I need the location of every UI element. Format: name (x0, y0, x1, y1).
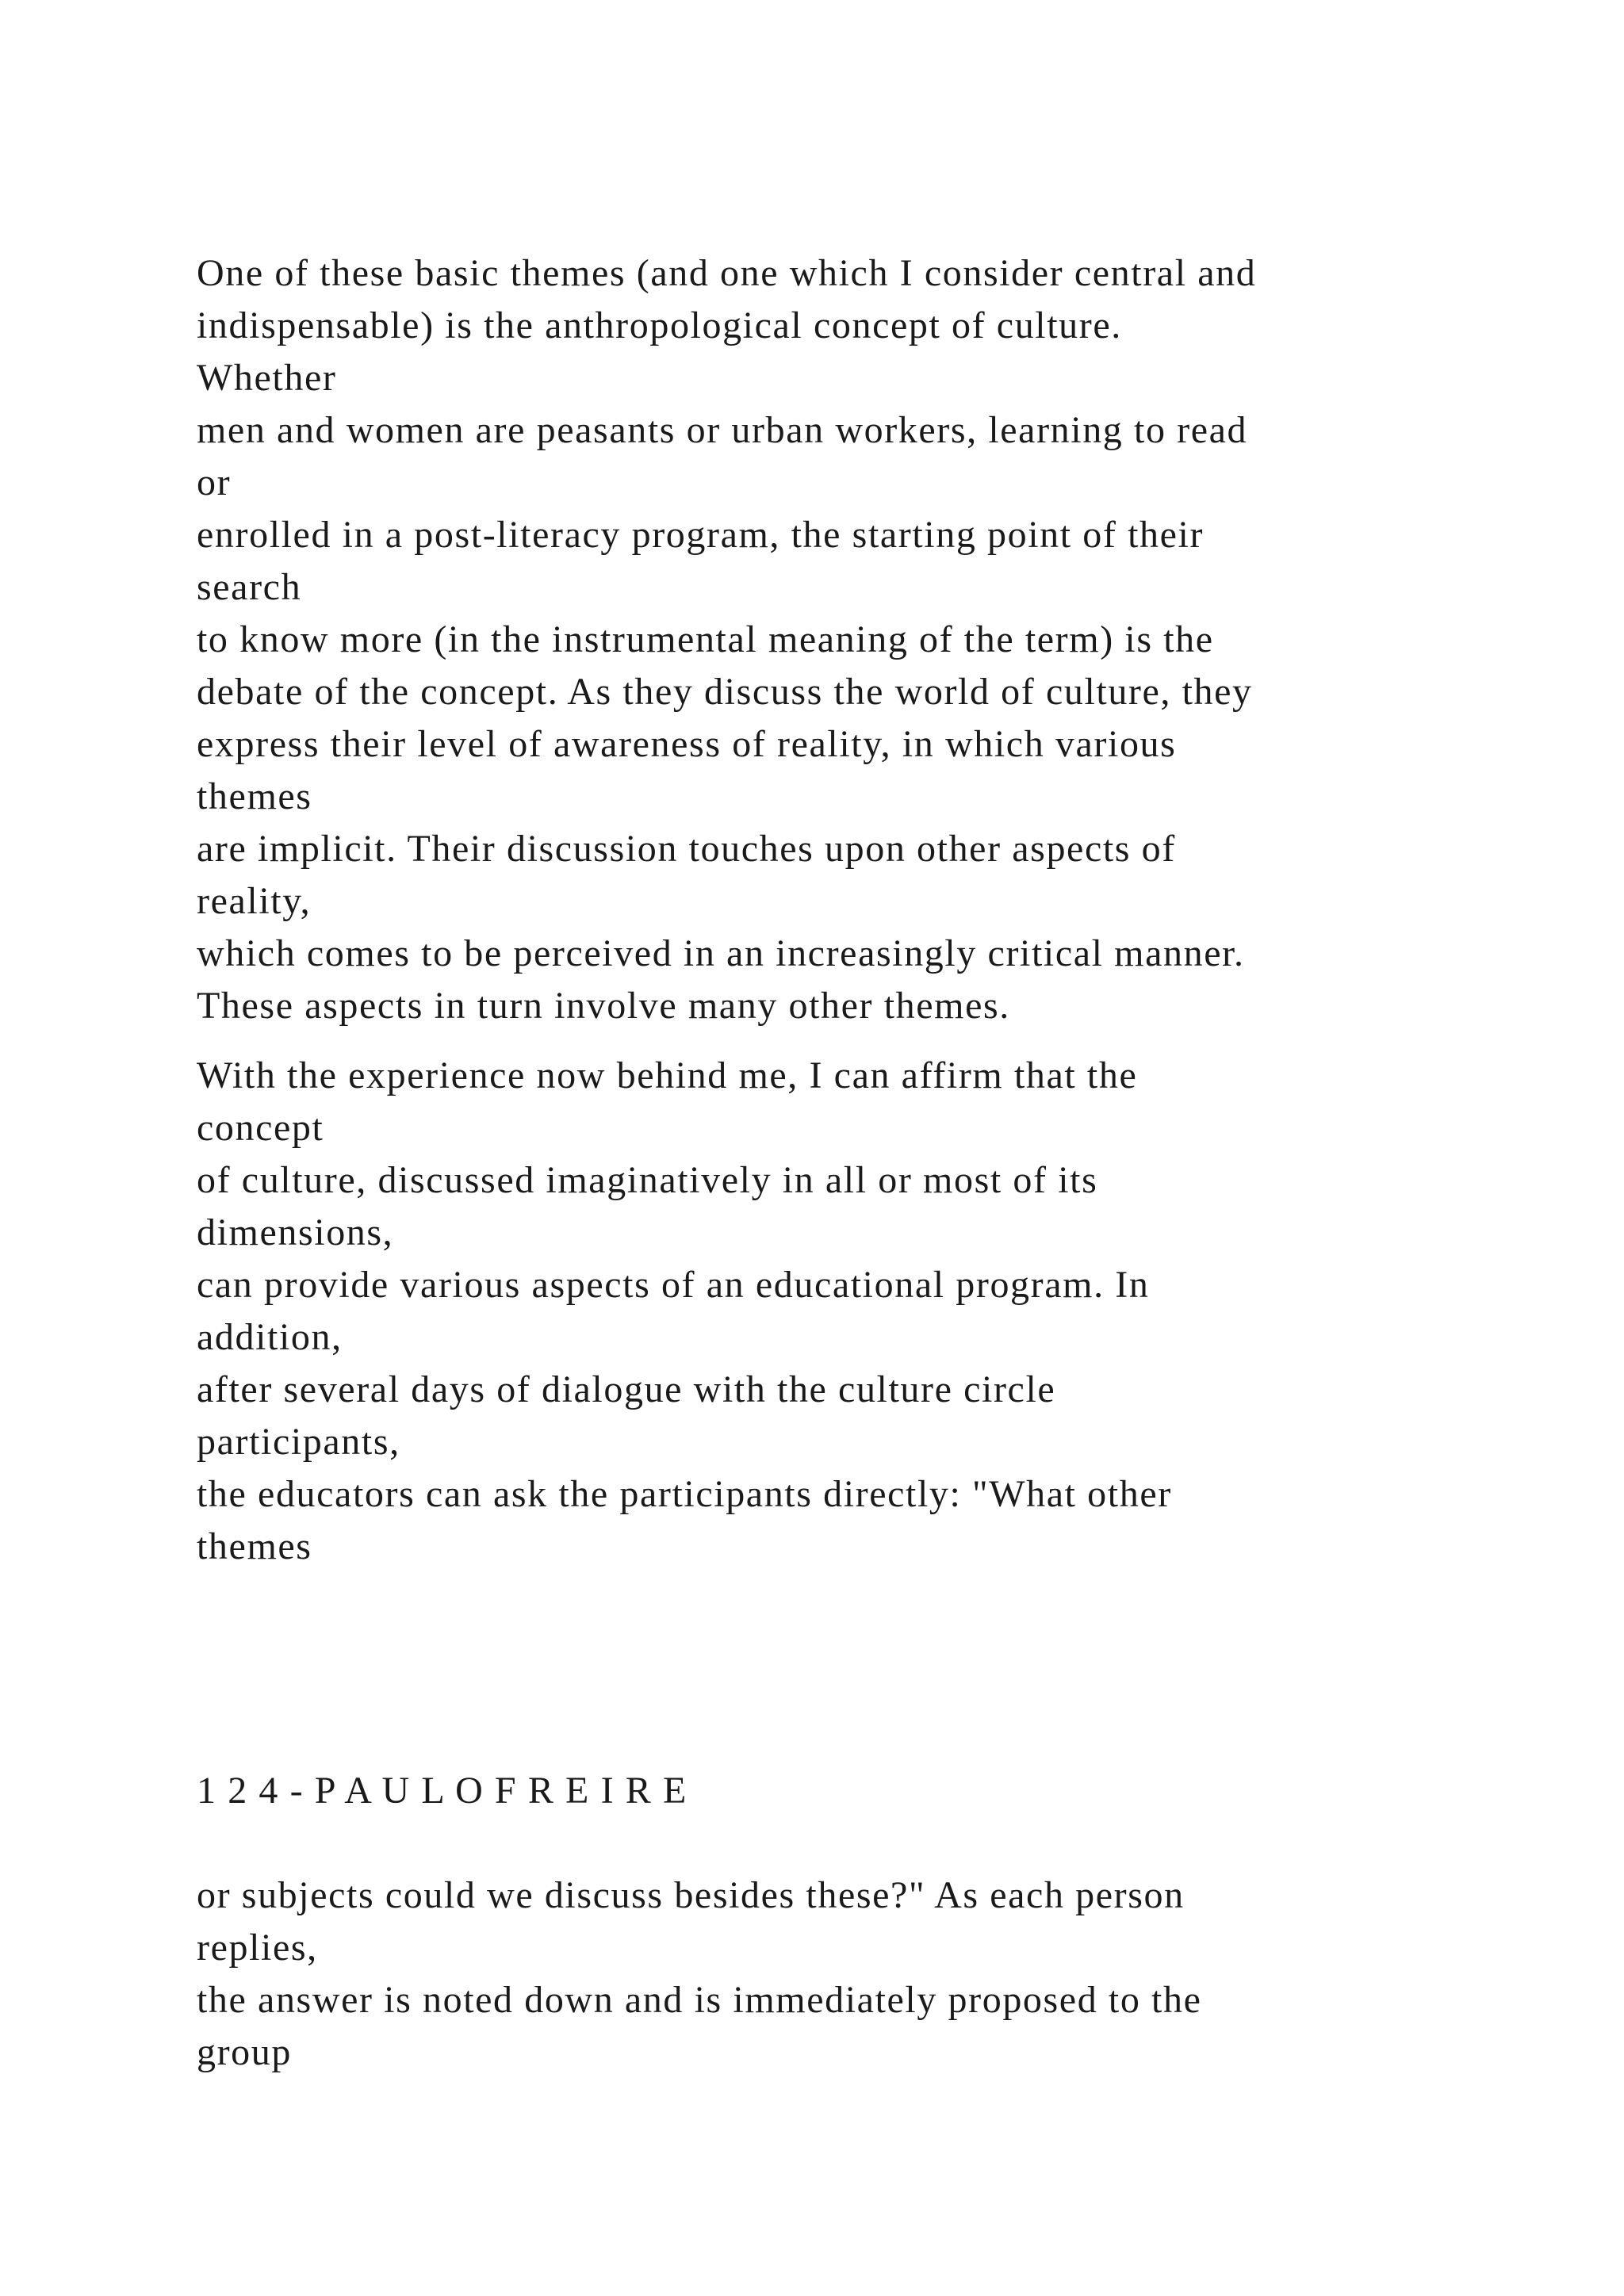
text-line: dimensions, (197, 1211, 394, 1253)
text-line: participants, (197, 1421, 400, 1463)
text-line: or subjects could we discuss besides these?" As each person (197, 1874, 1185, 1916)
text-line: search (197, 566, 302, 608)
text-line: reality, (197, 880, 312, 922)
running-header (197, 1765, 1545, 1817)
text-line: themes (197, 1525, 312, 1567)
paragraph-culture-theme (197, 247, 1545, 1032)
text-line: debate of the concept. As they discuss the world of culture, they (197, 671, 1253, 713)
text-line: These aspects in turn involve many other themes. (197, 985, 1010, 1027)
text-line: can provide various aspects of an educational program. In (197, 1264, 1150, 1306)
text-line: With the experience now behind me, I can affirm that the (197, 1054, 1138, 1096)
text-line: One of these basic themes (and one which I consider central and (197, 252, 1257, 294)
page-header-text: 1 2 4 - P A U L O F R E I R E (197, 1770, 688, 1812)
text-line: to know more (in the instrumental meaning of the term) is the (197, 618, 1214, 660)
paragraph-continuation (197, 1869, 1545, 2079)
text-line: themes (197, 775, 312, 817)
text-line: the educators can ask the participants directly: "What other (197, 1473, 1172, 1515)
text-line: which comes to be perceived in an increasingly critical manner. (197, 932, 1245, 974)
text-line: the answer is noted down and is immediately proposed to the (197, 1979, 1202, 2021)
text-line: men and women are peasants or urban workers, learning to read (197, 409, 1248, 451)
text-line: group (197, 2031, 292, 2073)
text-line: replies, (197, 1927, 318, 1969)
text-line: express their level of awareness of reality, in which various (197, 723, 1177, 765)
text-line: addition, (197, 1316, 343, 1358)
paragraph-experience (197, 1050, 1545, 1573)
text-line: Whether (197, 357, 337, 399)
text-line: enrolled in a post-literacy program, the starting point of their (197, 514, 1205, 556)
text-line: or (197, 461, 232, 503)
text-line: concept (197, 1107, 324, 1149)
text-line: after several days of dialogue with the culture circle (197, 1368, 1056, 1410)
text-line: indispensable) is the anthropological concept of culture. (197, 304, 1122, 346)
text-line: of culture, discussed imaginatively in all or most of its (197, 1159, 1098, 1201)
text-line: are implicit. Their discussion touches upon other aspects of (197, 828, 1176, 870)
